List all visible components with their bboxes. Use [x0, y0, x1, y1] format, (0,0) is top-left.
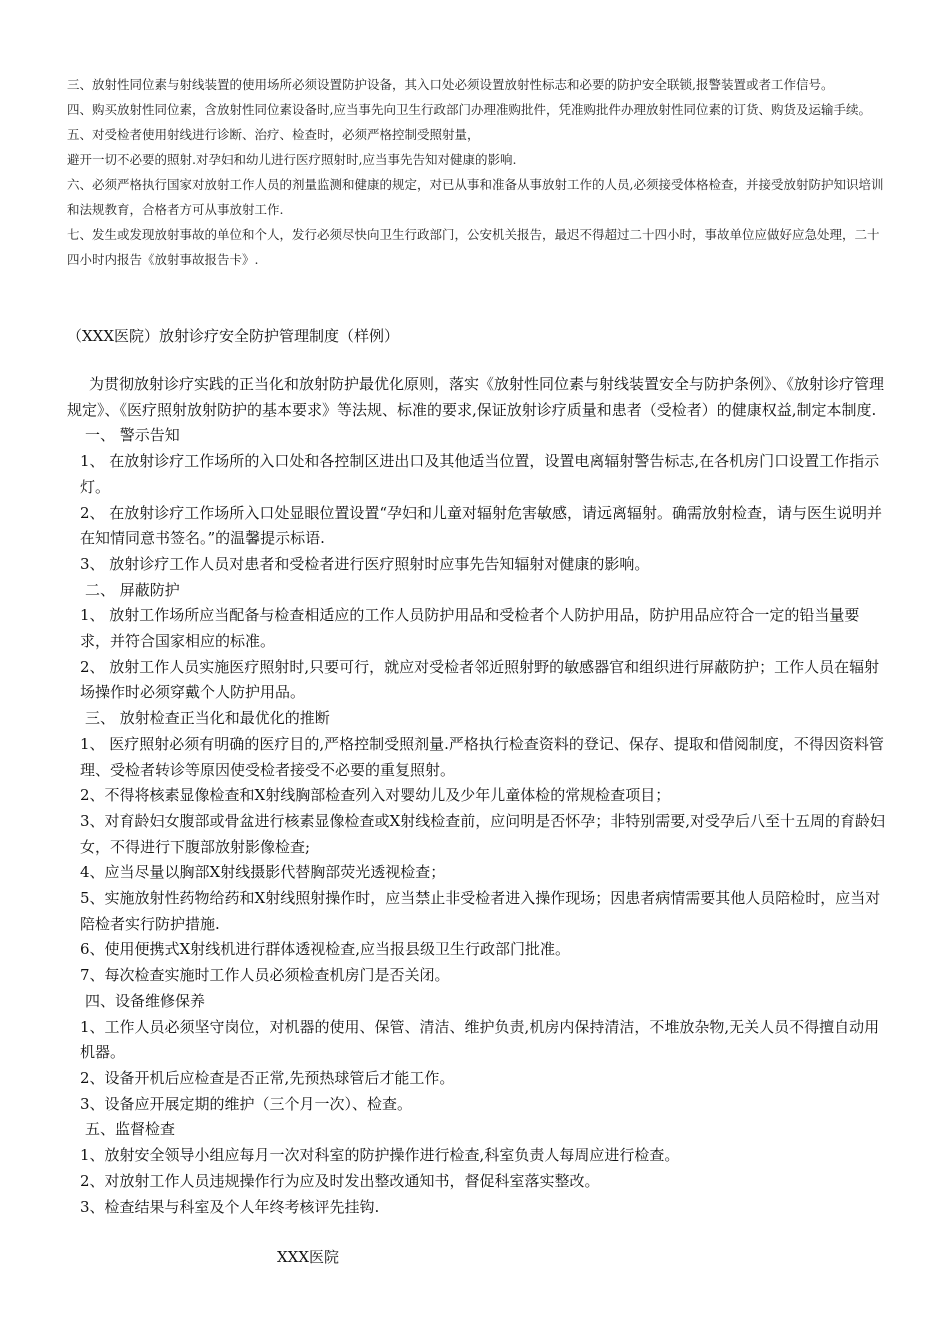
document-title: （XXX医院）放射诊疗安全防护管理制度（样例） [67, 327, 400, 345]
intro-paragraph: 为贯彻放射诊疗实践的正当化和放射防护最优化原则，落实《放射性同位素与射线装置安全与防护条例》、《放射诊疗管理规定》、《医疗照射放射防护的基本要求》等法规、标准的要求,保证放射诊疗质量和患者（受检者）的健康权益,制定本制度. [67, 375, 885, 419]
pre-section [67, 72, 885, 272]
section-heading: 一、 警示告知 [85, 426, 180, 445]
section-item: 5、实施放射性药物给药和X射线照射操作时，应当禁止非受检者进入操作现场；因患者病情需要其他人员陪检时，应当对陪检者实行防护措施. [80, 889, 881, 933]
section-item: 3、设备应开展定期的维护（三个月一次）、检查。 [80, 1094, 413, 1113]
pre-paragraph-4: 四、购买放射性同位素，含放射性同位素设备时,应当事先向卫生行政部门办理准购批件，凭准购批件办理放射性同位素的订货、购货及运输手续。 [67, 102, 871, 117]
section-item: 3、对育龄妇女腹部或骨盆进行核素显像检查或X射线检查前，应问明是否怀孕；非特别需要,对受孕后八至十五周的育龄妇女，不得进行下腹部放射影像检查; [80, 811, 885, 856]
section-item: 1、工作人员必须坚守岗位，对机器的使用、保管、清洁、维护负责,机房内保持清洁，不堆放杂物,无关人员不得擅自动用机器。 [80, 1017, 880, 1062]
pre-paragraph-3: 三、放射性同位素与射线装置的使用场所必须设置防护设备，其入口处必须设置放射性标志和必要的防护安全联锁,报警装置或者工作信号。 [67, 77, 834, 92]
section-item: 1、放射安全领导小组应每月一次对科室的防护操作进行检查,科室负责人每周应进行检查。 [80, 1146, 680, 1165]
section-item: 1、 医疗照射必须有明确的医疗目的,严格控制受照剂量.严格执行检查资料的登记、保存、提取和借阅制度，不得因资料管理、受检者转诊等原因使受检者接受不必要的重复照射。 [80, 734, 884, 779]
section-item: 2、不得将核素显像检查和X射线胸部检查列入对婴幼儿及少年儿童体检的常规检查项目； [80, 786, 671, 805]
pre-paragraph-6: 六、必须严格执行国家对放射工作人员的剂量监测和健康的规定，对已从事和准备从事放射工作的人员,必须接受体格检查，并接受放射防护知识培训和法规教育，合格者方可从事放射工作. [67, 177, 884, 217]
section-item: 1、 在放射诊疗工作场所的入口处和各控制区进出口及其他适当位置，设置电离辐射警告标志,在各机房门口设置工作指示灯。 [80, 452, 880, 496]
pre-paragraph-5b: 避开一切不必要的照射.对孕妇和幼儿进行医疗照射时,应当事先告知对健康的影响. [67, 152, 517, 167]
section-item: 3、检查结果与科室及个人年终考核评先挂钩. [80, 1197, 380, 1216]
section-item: 4、应当尽量以胸部X射线摄影代替胸部荧光透视检查； [80, 863, 446, 882]
section-item: 2、对放射工作人员违规操作行为应及时发出整改通知书，督促科室落实整改。 [80, 1171, 600, 1190]
pre-paragraph-7: 七、发生或发现放射事故的单位和个人，发行必须尽快向卫生行政部门，公安机关报告，最迟不得超过二十四小时，事故单位应做好应急处理，二十四小时内报告《放射事故报告卡》. [67, 227, 880, 267]
document-body [67, 372, 885, 1220]
section-heading: 五、监督检查 [85, 1120, 176, 1139]
section-item: 2、 在放射诊疗工作场所入口处显眼位置设置“孕妇和儿童对辐射危害敏感，请远离辐射。确需放射检查，请与医生说明并在知情同意书签名。”的温馨提示标语. [80, 503, 882, 548]
section-item: 7、每次检查实施时工作人员必须检查机房门是否关闭。 [80, 966, 450, 985]
section-item: 2、 放射工作人员实施医疗照射时,只要可行，就应对受检者邻近照射野的敏感器官和组织进行屏蔽防护；工作人员在辐射场操作时必须穿戴个人防护用品。 [80, 657, 880, 702]
section-item: 3、 放射诊疗工作人员对患者和受检者进行医疗照射时应事先告知辐射对健康的影响。 [80, 554, 650, 573]
section-heading: 四、设备维修保养 [85, 991, 206, 1010]
section-heading: 三、 放射检查正当化和最优化的推断 [85, 709, 330, 728]
section-item: 2、设备开机后应检查是否正常,先预热球管后才能工作。 [80, 1068, 455, 1087]
section-item: 6、使用便携式X射线机进行群体透视检查,应当报县级卫生行政部门批准。 [80, 940, 570, 959]
signature: XXX医院 [277, 1248, 340, 1266]
pre-paragraph-5a: 五、对受检者使用射线进行诊断、治疗、检查时，必须严格控制受照射量， [67, 127, 480, 142]
section-item: 1、 放射工作场所应当配备与检查相适应的工作人员防护用品和受检者个人防护用品，防护用品应符合一定的铅当量要求，并符合国家相应的标准。 [80, 606, 860, 651]
section-heading: 二、 屏蔽防护 [85, 580, 180, 599]
